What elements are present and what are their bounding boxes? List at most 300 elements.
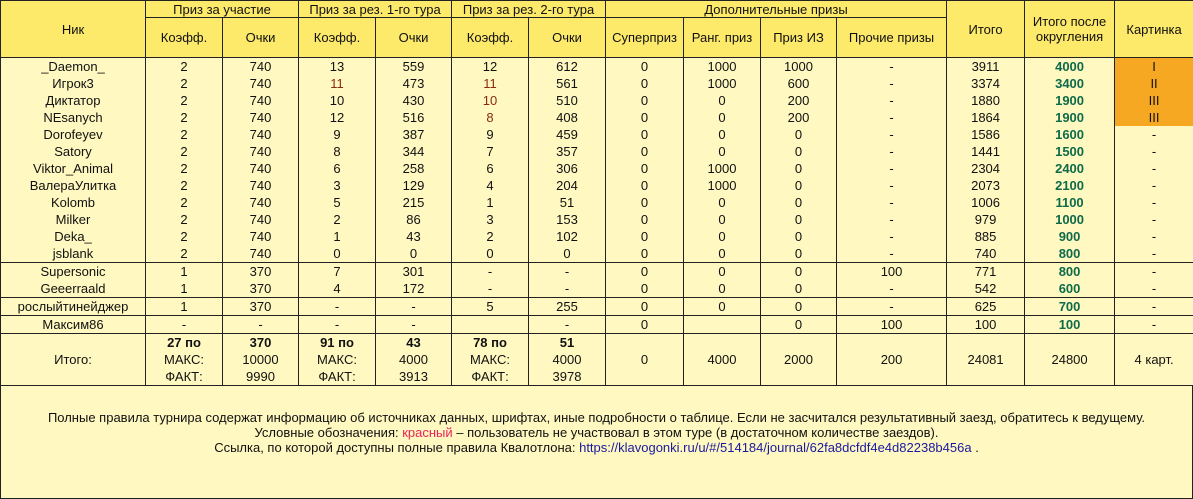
picture: III bbox=[1115, 109, 1193, 126]
round1-coeff: 9 bbox=[299, 126, 376, 143]
fact-label: ФАКТ: bbox=[471, 369, 508, 384]
rank-prize: 0 bbox=[684, 263, 761, 281]
total: 1880 bbox=[947, 92, 1025, 109]
other-prizes: - bbox=[837, 109, 947, 126]
participation-coeff: 1 bbox=[146, 263, 223, 281]
total: 1864 bbox=[947, 109, 1025, 126]
superprize: 0 bbox=[606, 109, 684, 126]
round2-coeff: - bbox=[452, 263, 529, 281]
header-round1: Приз за рез. 1-го тура bbox=[299, 1, 452, 18]
totals-r0-coeff bbox=[146, 334, 223, 386]
round1-coeff: 11 bbox=[299, 75, 376, 92]
picture: - bbox=[1115, 160, 1193, 177]
header-other-prizes: Прочие призы bbox=[837, 18, 947, 58]
participation-points: 740 bbox=[223, 228, 299, 245]
rank-prize: 1000 bbox=[684, 160, 761, 177]
round1-points: 129 bbox=[376, 177, 452, 194]
legend-suffix: – пользователь не участвовал в этом туре (в достаточном количестве заездов). bbox=[453, 425, 939, 440]
superprize: 0 bbox=[606, 263, 684, 281]
rank-prize: 0 bbox=[684, 228, 761, 245]
fact-value: 3913 bbox=[399, 369, 428, 384]
other-prizes: - bbox=[837, 211, 947, 228]
totals-rank-prize: 4000 bbox=[684, 334, 761, 386]
other-prizes: - bbox=[837, 143, 947, 160]
totals-r1-points bbox=[376, 334, 452, 386]
link-line bbox=[21, 440, 1172, 455]
participation-coeff: 2 bbox=[146, 177, 223, 194]
rank-prize: 0 bbox=[684, 143, 761, 160]
header-coeff: Коэфф. bbox=[299, 18, 376, 58]
total-rounded: 1900 bbox=[1025, 109, 1115, 126]
round2-points: 612 bbox=[529, 58, 606, 76]
participation-points: - bbox=[223, 316, 299, 334]
round1-points: 430 bbox=[376, 92, 452, 109]
round2-points: 408 bbox=[529, 109, 606, 126]
total: 3911 bbox=[947, 58, 1025, 76]
picture: - bbox=[1115, 126, 1193, 143]
round1-points: - bbox=[376, 316, 452, 334]
header-total-rounded: Итого после округления bbox=[1025, 1, 1115, 58]
superprize: 0 bbox=[606, 211, 684, 228]
totals-per-points: 43 bbox=[406, 335, 420, 350]
rank-prize: 0 bbox=[684, 109, 761, 126]
table-row bbox=[1, 245, 1193, 263]
total-rounded: 2100 bbox=[1025, 177, 1115, 194]
max-value: 4000 bbox=[399, 352, 428, 367]
other-prizes: - bbox=[837, 58, 947, 76]
header-coeff: Коэфф. bbox=[146, 18, 223, 58]
round2-coeff: 6 bbox=[452, 160, 529, 177]
header-points: Очки bbox=[529, 18, 606, 58]
participation-coeff: 2 bbox=[146, 228, 223, 245]
round1-coeff: 13 bbox=[299, 58, 376, 76]
round2-points: 102 bbox=[529, 228, 606, 245]
superprize: 0 bbox=[606, 194, 684, 211]
picture: I bbox=[1115, 58, 1193, 76]
picture: - bbox=[1115, 211, 1193, 228]
max-value: 4000 bbox=[553, 352, 582, 367]
fact-label: ФАКТ: bbox=[318, 369, 355, 384]
other-prizes: - bbox=[837, 228, 947, 245]
round2-coeff: 3 bbox=[452, 211, 529, 228]
header-superprize: Суперприз bbox=[606, 18, 684, 58]
round1-points: 516 bbox=[376, 109, 452, 126]
iz-prize: 600 bbox=[761, 75, 837, 92]
participation-coeff: 2 bbox=[146, 92, 223, 109]
round2-coeff: 0 bbox=[452, 245, 529, 263]
participation-coeff: 2 bbox=[146, 109, 223, 126]
total-rounded: 1500 bbox=[1025, 143, 1115, 160]
round2-coeff: 7 bbox=[452, 143, 529, 160]
participation-points: 740 bbox=[223, 245, 299, 263]
total: 625 bbox=[947, 298, 1025, 316]
iz-prize: 0 bbox=[761, 211, 837, 228]
iz-prize: 0 bbox=[761, 126, 837, 143]
picture: - bbox=[1115, 177, 1193, 194]
table-row bbox=[1, 143, 1193, 160]
max-label: МАКС: bbox=[317, 352, 357, 367]
header-points: Очки bbox=[223, 18, 299, 58]
participation-points: 740 bbox=[223, 143, 299, 160]
superprize: 0 bbox=[606, 245, 684, 263]
round1-coeff: - bbox=[299, 298, 376, 316]
participation-coeff: 1 bbox=[146, 280, 223, 298]
iz-prize: 0 bbox=[761, 228, 837, 245]
other-prizes: - bbox=[837, 177, 947, 194]
table-row bbox=[1, 92, 1193, 109]
header-round2: Приз за рез. 2-го тура bbox=[452, 1, 606, 18]
round2-points: 306 bbox=[529, 160, 606, 177]
totals-per-points: 51 bbox=[560, 335, 574, 350]
max-label: МАКС: bbox=[164, 352, 204, 367]
round1-points: 473 bbox=[376, 75, 452, 92]
table-row bbox=[1, 263, 1193, 281]
table-row bbox=[1, 316, 1193, 334]
round1-coeff: - bbox=[299, 316, 376, 334]
rank-prize: 0 bbox=[684, 92, 761, 109]
round2-points: 357 bbox=[529, 143, 606, 160]
nick-cell: _Daemon_ bbox=[1, 58, 146, 76]
totals-rounded: 24800 bbox=[1025, 334, 1115, 386]
picture: II bbox=[1115, 75, 1193, 92]
other-prizes: - bbox=[837, 194, 947, 211]
total: 740 bbox=[947, 245, 1025, 263]
other-prizes: - bbox=[837, 92, 947, 109]
total: 979 bbox=[947, 211, 1025, 228]
nick-cell: Kolomb bbox=[1, 194, 146, 211]
other-prizes: - bbox=[837, 280, 947, 298]
nick-cell: Satory bbox=[1, 143, 146, 160]
participation-points: 370 bbox=[223, 263, 299, 281]
header-nick: Ник bbox=[1, 1, 146, 58]
rank-prize: 0 bbox=[684, 211, 761, 228]
table-row bbox=[1, 177, 1193, 194]
total-rounded: 100 bbox=[1025, 316, 1115, 334]
picture: - bbox=[1115, 316, 1193, 334]
round2-points: 459 bbox=[529, 126, 606, 143]
participation-coeff: 2 bbox=[146, 211, 223, 228]
fact-label: ФАКТ: bbox=[165, 369, 202, 384]
round2-coeff: 12 bbox=[452, 58, 529, 76]
total: 100 bbox=[947, 316, 1025, 334]
picture: - bbox=[1115, 228, 1193, 245]
totals-per: 78 по bbox=[473, 335, 507, 350]
table-row bbox=[1, 126, 1193, 143]
max-label: МАКС: bbox=[470, 352, 510, 367]
superprize: 0 bbox=[606, 280, 684, 298]
link-suffix: . bbox=[972, 440, 979, 455]
round2-coeff: 11 bbox=[452, 75, 529, 92]
round1-coeff: 5 bbox=[299, 194, 376, 211]
round2-points: - bbox=[529, 280, 606, 298]
total-rounded: 1000 bbox=[1025, 211, 1115, 228]
participation-coeff: 2 bbox=[146, 126, 223, 143]
totals-total: 24081 bbox=[947, 334, 1025, 386]
legend-line bbox=[21, 425, 1172, 440]
total-rounded: 800 bbox=[1025, 245, 1115, 263]
round1-points: 86 bbox=[376, 211, 452, 228]
fact-value: 3978 bbox=[553, 369, 582, 384]
round2-points: 0 bbox=[529, 245, 606, 263]
total-rounded: 3400 bbox=[1025, 75, 1115, 92]
legend-red-word: красный bbox=[402, 425, 452, 440]
rules-link[interactable]: https://klavogonki.ru/u/#/514184/journal/62fa8dcfdf4e4d82238b456a bbox=[579, 440, 971, 455]
total-rounded: 900 bbox=[1025, 228, 1115, 245]
participation-coeff: 1 bbox=[146, 298, 223, 316]
superprize: 0 bbox=[606, 228, 684, 245]
total-rounded: 1100 bbox=[1025, 194, 1115, 211]
picture: - bbox=[1115, 280, 1193, 298]
round1-coeff: 1 bbox=[299, 228, 376, 245]
nick-cell: NEsanych bbox=[1, 109, 146, 126]
round1-coeff: 4 bbox=[299, 280, 376, 298]
participation-coeff: 2 bbox=[146, 143, 223, 160]
total: 885 bbox=[947, 228, 1025, 245]
round1-coeff: 6 bbox=[299, 160, 376, 177]
total-rounded: 4000 bbox=[1025, 58, 1115, 76]
header-points: Очки bbox=[376, 18, 452, 58]
total: 2304 bbox=[947, 160, 1025, 177]
nick-cell: Максим86 bbox=[1, 316, 146, 334]
participation-coeff: 2 bbox=[146, 75, 223, 92]
participation-coeff: 2 bbox=[146, 245, 223, 263]
participation-points: 740 bbox=[223, 160, 299, 177]
superprize: 0 bbox=[606, 177, 684, 194]
rank-prize: 0 bbox=[684, 126, 761, 143]
round2-coeff: 5 bbox=[452, 298, 529, 316]
participation-points: 740 bbox=[223, 109, 299, 126]
footer-notes bbox=[0, 386, 1193, 499]
total: 2073 bbox=[947, 177, 1025, 194]
iz-prize: 200 bbox=[761, 92, 837, 109]
total: 771 bbox=[947, 263, 1025, 281]
nick-cell: Viktor_Animal bbox=[1, 160, 146, 177]
totals-r2-points bbox=[529, 334, 606, 386]
table-row bbox=[1, 194, 1193, 211]
total-rounded: 1900 bbox=[1025, 92, 1115, 109]
participation-points: 740 bbox=[223, 58, 299, 76]
round2-points: 204 bbox=[529, 177, 606, 194]
round1-points: 301 bbox=[376, 263, 452, 281]
header-extra: Дополнительные призы bbox=[606, 1, 947, 18]
table-row bbox=[1, 280, 1193, 298]
other-prizes: - bbox=[837, 160, 947, 177]
nick-cell: Deka_ bbox=[1, 228, 146, 245]
round2-points: 153 bbox=[529, 211, 606, 228]
total-rounded: 600 bbox=[1025, 280, 1115, 298]
max-value: 10000 bbox=[242, 352, 278, 367]
other-prizes: - bbox=[837, 245, 947, 263]
other-prizes: - bbox=[837, 75, 947, 92]
iz-prize: 0 bbox=[761, 280, 837, 298]
table-row bbox=[1, 109, 1193, 126]
nick-cell: Milker bbox=[1, 211, 146, 228]
nick-cell: jsblank bbox=[1, 245, 146, 263]
round2-coeff: 10 bbox=[452, 92, 529, 109]
rank-prize bbox=[684, 316, 761, 334]
total-rounded: 800 bbox=[1025, 263, 1115, 281]
totals-iz-prize: 2000 bbox=[761, 334, 837, 386]
participation-points: 740 bbox=[223, 211, 299, 228]
superprize: 0 bbox=[606, 316, 684, 334]
rank-prize: 1000 bbox=[684, 75, 761, 92]
totals-r1-coeff bbox=[299, 334, 376, 386]
other-prizes: - bbox=[837, 126, 947, 143]
round2-coeff: 9 bbox=[452, 126, 529, 143]
nick-cell: Диктатор bbox=[1, 92, 146, 109]
round2-points: 255 bbox=[529, 298, 606, 316]
round1-coeff: 2 bbox=[299, 211, 376, 228]
table-row bbox=[1, 211, 1193, 228]
round2-coeff: - bbox=[452, 280, 529, 298]
superprize: 0 bbox=[606, 126, 684, 143]
total: 542 bbox=[947, 280, 1025, 298]
rank-prize: 1000 bbox=[684, 58, 761, 76]
participation-points: 370 bbox=[223, 280, 299, 298]
totals-per: 91 по bbox=[320, 335, 354, 350]
total-rounded: 2400 bbox=[1025, 160, 1115, 177]
iz-prize: 0 bbox=[761, 263, 837, 281]
total: 1006 bbox=[947, 194, 1025, 211]
participation-coeff: 2 bbox=[146, 160, 223, 177]
round1-coeff: 8 bbox=[299, 143, 376, 160]
nick-cell: рослыйтинейджер bbox=[1, 298, 146, 316]
round2-coeff: 1 bbox=[452, 194, 529, 211]
nick-cell: ВалераУлитка bbox=[1, 177, 146, 194]
totals-row bbox=[1, 334, 1193, 386]
totals-r0-points bbox=[223, 334, 299, 386]
totals-label: Итого: bbox=[1, 334, 146, 386]
table-row bbox=[1, 58, 1193, 76]
picture: - bbox=[1115, 298, 1193, 316]
totals-picture: 4 карт. bbox=[1115, 334, 1193, 386]
rank-prize: 0 bbox=[684, 280, 761, 298]
header-total: Итого bbox=[947, 1, 1025, 58]
iz-prize: 0 bbox=[761, 160, 837, 177]
table-row bbox=[1, 75, 1193, 92]
round2-points: - bbox=[529, 316, 606, 334]
iz-prize: 0 bbox=[761, 245, 837, 263]
participation-points: 740 bbox=[223, 194, 299, 211]
rules-text: Полные правила турнира содержат информацию об источниках данных, шрифтах, иные подробности о таблице. Если не засчитался результативный заезд, обратитесь к ведущему. bbox=[21, 410, 1172, 425]
participation-points: 740 bbox=[223, 75, 299, 92]
totals-other: 200 bbox=[837, 334, 947, 386]
other-prizes: 100 bbox=[837, 263, 947, 281]
picture: III bbox=[1115, 92, 1193, 109]
table-row bbox=[1, 160, 1193, 177]
superprize: 0 bbox=[606, 298, 684, 316]
iz-prize: 0 bbox=[761, 316, 837, 334]
round1-points: - bbox=[376, 298, 452, 316]
nick-cell: Dorofeyev bbox=[1, 126, 146, 143]
round2-points: - bbox=[529, 263, 606, 281]
header-coeff: Коэфф. bbox=[452, 18, 529, 58]
rank-prize: 0 bbox=[684, 245, 761, 263]
nick-cell: Geeerraald bbox=[1, 280, 146, 298]
total: 1586 bbox=[947, 126, 1025, 143]
round1-points: 258 bbox=[376, 160, 452, 177]
round1-coeff: 10 bbox=[299, 92, 376, 109]
round2-points: 510 bbox=[529, 92, 606, 109]
header-rank-prize: Ранг. приз bbox=[684, 18, 761, 58]
round2-coeff: 4 bbox=[452, 177, 529, 194]
participation-points: 740 bbox=[223, 126, 299, 143]
total-rounded: 700 bbox=[1025, 298, 1115, 316]
nick-cell: Игрок3 bbox=[1, 75, 146, 92]
participation-points: 740 bbox=[223, 177, 299, 194]
round2-points: 561 bbox=[529, 75, 606, 92]
participation-coeff: 2 bbox=[146, 58, 223, 76]
nick-cell: Supersonic bbox=[1, 263, 146, 281]
picture: - bbox=[1115, 245, 1193, 263]
table-row bbox=[1, 298, 1193, 316]
link-prefix: Ссылка, по которой доступны полные правила Квалотлона: bbox=[214, 440, 579, 455]
round1-points: 215 bbox=[376, 194, 452, 211]
iz-prize: 1000 bbox=[761, 58, 837, 76]
rank-prize: 0 bbox=[684, 298, 761, 316]
round2-coeff: 2 bbox=[452, 228, 529, 245]
rank-prize: 0 bbox=[684, 194, 761, 211]
header-participation: Приз за участие bbox=[146, 1, 299, 18]
total-rounded: 1600 bbox=[1025, 126, 1115, 143]
round1-coeff: 0 bbox=[299, 245, 376, 263]
legend-prefix: Условные обозначения: bbox=[255, 425, 403, 440]
participation-points: 740 bbox=[223, 92, 299, 109]
superprize: 0 bbox=[606, 160, 684, 177]
round2-points: 51 bbox=[529, 194, 606, 211]
header-picture: Картинка bbox=[1115, 1, 1193, 58]
iz-prize: 0 bbox=[761, 143, 837, 160]
iz-prize: 0 bbox=[761, 298, 837, 316]
picture: - bbox=[1115, 194, 1193, 211]
iz-prize: 0 bbox=[761, 177, 837, 194]
picture: - bbox=[1115, 143, 1193, 160]
participation-points: 370 bbox=[223, 298, 299, 316]
rank-prize: 1000 bbox=[684, 177, 761, 194]
totals-r2-coeff bbox=[452, 334, 529, 386]
other-prizes: 100 bbox=[837, 316, 947, 334]
round2-coeff: 8 bbox=[452, 109, 529, 126]
picture: - bbox=[1115, 263, 1193, 281]
round1-points: 559 bbox=[376, 58, 452, 76]
round1-points: 0 bbox=[376, 245, 452, 263]
round1-coeff: 3 bbox=[299, 177, 376, 194]
superprize: 0 bbox=[606, 58, 684, 76]
iz-prize: 0 bbox=[761, 194, 837, 211]
participation-coeff: 2 bbox=[146, 194, 223, 211]
total: 3374 bbox=[947, 75, 1025, 92]
total: 1441 bbox=[947, 143, 1025, 160]
round2-coeff bbox=[452, 316, 529, 334]
iz-prize: 200 bbox=[761, 109, 837, 126]
fact-value: 9990 bbox=[246, 369, 275, 384]
superprize: 0 bbox=[606, 75, 684, 92]
superprize: 0 bbox=[606, 92, 684, 109]
other-prizes: - bbox=[837, 298, 947, 316]
superprize: 0 bbox=[606, 143, 684, 160]
table-body bbox=[1, 58, 1193, 386]
round1-points: 387 bbox=[376, 126, 452, 143]
round1-coeff: 7 bbox=[299, 263, 376, 281]
round1-points: 172 bbox=[376, 280, 452, 298]
participation-coeff: - bbox=[146, 316, 223, 334]
round1-coeff: 12 bbox=[299, 109, 376, 126]
totals-per: 27 по bbox=[167, 335, 201, 350]
round1-points: 43 bbox=[376, 228, 452, 245]
header-iz-prize: Приз ИЗ bbox=[761, 18, 837, 58]
table-row bbox=[1, 228, 1193, 245]
totals-superprize: 0 bbox=[606, 334, 684, 386]
